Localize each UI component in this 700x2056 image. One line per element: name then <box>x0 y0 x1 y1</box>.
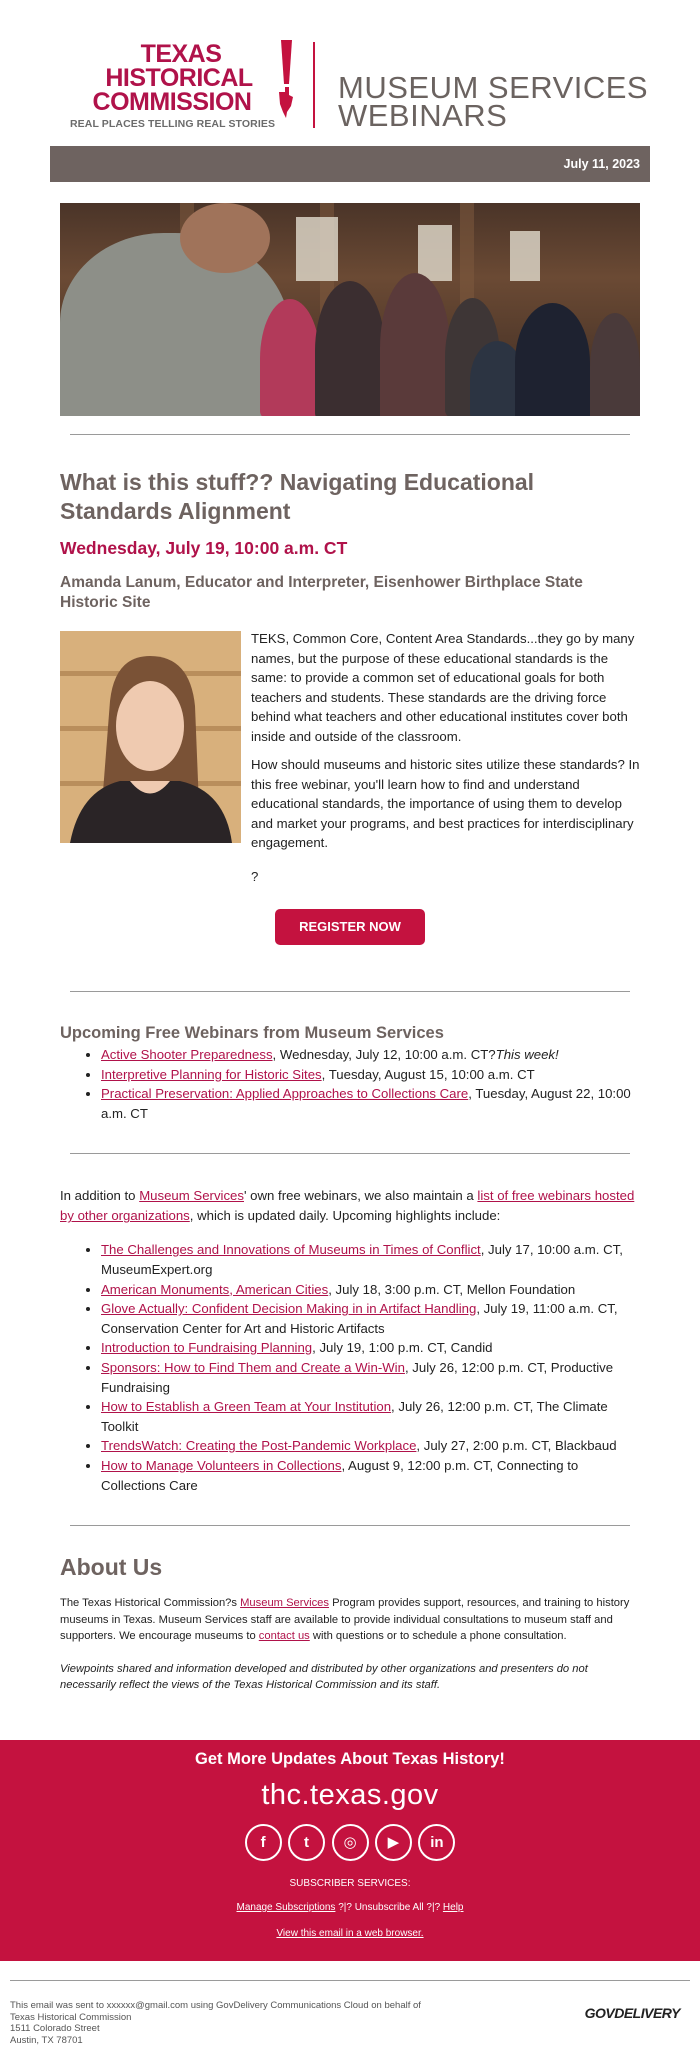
other-webinars-list <box>101 1240 640 1495</box>
list-item <box>101 1456 640 1495</box>
webinar-link[interactable]: Active Shooter Preparedness <box>101 1047 273 1062</box>
upcoming-heading: Upcoming Free Webinars from Museum Services <box>60 1024 444 1042</box>
intro-text: , which is updated daily. Upcoming highlights include: <box>189 1208 501 1224</box>
webinar-details: , July 19, 11:00 a.m. CT, Conservation Center for Art and Historic Artifacts <box>101 1301 618 1336</box>
sender-line: Austin, TX 78701 <box>10 2034 83 2046</box>
register-now-button[interactable]: REGISTER NOW <box>275 909 425 945</box>
list-item <box>101 1358 640 1397</box>
webinar-details: , July 17, 10:00 a.m. CT, MuseumExpert.org <box>101 1242 623 1277</box>
intro-text: ' own free webinars, we also maintain a <box>244 1188 478 1204</box>
list-item <box>101 1240 640 1279</box>
about-text <box>60 1595 640 1645</box>
list-item <box>101 1065 640 1085</box>
webinar-link[interactable]: Interpretive Planning for Historic Sites <box>101 1066 322 1082</box>
webinar-description <box>60 629 640 905</box>
hero-photo <box>60 203 640 416</box>
email-header <box>50 0 650 146</box>
view-in-browser-link[interactable]: View this email in a web browser. <box>276 1928 424 1939</box>
webinar-details: , Tuesday, August 22, 10:00 a.m. CT <box>101 1086 631 1121</box>
disclaimer: Viewpoints shared and information developed and distributed by other organizations and presenters do not necessarily reflect the views of the Texas Historical Commission and its staff. <box>60 1662 588 1692</box>
other-webinars-intro <box>60 1186 640 1226</box>
unsubscribe-text[interactable]: ?|? Unsubscribe All ?|? <box>335 1902 443 1913</box>
webinar-details: , Tuesday, August 15, 10:00 a.m. CT <box>321 1066 535 1082</box>
list-item <box>101 1280 640 1300</box>
series-title <box>338 70 649 133</box>
upcoming-list <box>101 1045 640 1123</box>
web-version <box>0 1928 700 1939</box>
speaker-portrait <box>60 631 241 843</box>
webinar-link[interactable]: Sponsors: How to Find Them and Create a Win-Win <box>101 1359 405 1375</box>
webinar-details: , July 26, 12:00 p.m. CT, Productive Fundraising <box>101 1359 614 1395</box>
series-title-line-1: MUSEUM SERVICES <box>338 70 649 105</box>
list-item <box>101 1299 640 1338</box>
govdelivery-logo[interactable]: GOVDELIVERY <box>584 2005 680 2021</box>
logo-tagline: REAL PLACES TELLING REAL STORIES <box>70 118 276 130</box>
linkedin-icon[interactable]: in <box>418 1824 455 1861</box>
list-item <box>101 1084 640 1123</box>
about-text-part: with questions or to schedule a phone consultation. <box>309 1630 567 1643</box>
logo-line-2: HISTORICAL <box>105 64 253 92</box>
exclamation-texas-icon <box>279 40 293 118</box>
divider <box>70 991 630 992</box>
list-item <box>101 1338 640 1358</box>
webinar-speaker: Amanda Lanum, Educator and Interpreter, Eisenhower Birthplace State Historic Site <box>60 574 583 611</box>
about-heading: About Us <box>60 1554 163 1581</box>
webinar-title: What is this stuff?? Navigating Educational Standards Alignment <box>60 469 535 524</box>
divider <box>70 434 630 435</box>
webinar-details: , July 19, 1:00 p.m. CT, Candid <box>312 1340 493 1356</box>
date-bar <box>50 146 650 182</box>
header-divider <box>313 42 315 128</box>
list-item <box>101 1045 640 1065</box>
this-week-note: This week! <box>495 1047 559 1062</box>
museum-services-link[interactable]: Museum Services <box>139 1188 244 1204</box>
webinar-link[interactable]: How to Establish a Green Team at Your Institution <box>101 1399 392 1415</box>
webinar-details: , July 26, 12:00 p.m. CT, The Climate Toolkit <box>101 1399 608 1434</box>
youtube-icon[interactable]: ▶ <box>375 1824 412 1861</box>
contact-us-link[interactable]: contact us <box>258 1630 310 1643</box>
webinar-details: , Wednesday, July 12, 10:00 a.m. CT? <box>272 1047 496 1062</box>
intro-text: In addition to <box>60 1188 140 1204</box>
instagram-icon[interactable]: ◎ <box>332 1824 369 1861</box>
webinar-date: Wednesday, July 19, 10:00 a.m. CT <box>60 538 348 558</box>
thc-logo[interactable] <box>70 40 310 132</box>
facebook-icon[interactable]: f <box>245 1824 282 1861</box>
sender-line: This email was sent to xxxxxx@gmail.com using GovDelivery Communications Cloud on behalf of <box>10 2000 421 2011</box>
logo-line-3: COMMISSION <box>92 88 252 116</box>
webinar-details: , July 18, 3:00 p.m. CT, Mellon Foundation <box>328 1281 576 1297</box>
description-para-2: How should museums and historic sites utilize these standards? In this free webinar, you'll learn how to find and understand educational standards, the importance of using them to develop and market your programs, and best practices for interdisciplinary engagement. <box>251 757 640 851</box>
issue-date: July 11, 2023 <box>563 157 640 171</box>
logo-line-1: TEXAS <box>140 40 222 68</box>
webinar-link[interactable]: Practical Preservation: Applied Approaches to Collections Care <box>101 1086 469 1102</box>
webinar-link[interactable]: How to Manage Volunteers in Collections <box>101 1457 342 1473</box>
help-link[interactable]: Help <box>442 1902 464 1913</box>
webinar-link[interactable]: TrendsWatch: Creating the Post-Pandemic Workplace <box>101 1438 417 1454</box>
subscriber-services-label: SUBSCRIBER SERVICES: <box>289 1878 411 1889</box>
subscription-links <box>0 1902 700 1913</box>
webinar-details: , August 9, 12:00 p.m. CT, Connecting to Collections Care <box>101 1457 579 1493</box>
social-links <box>0 1824 700 1864</box>
description-para-1: TEKS, Common Core, Content Area Standards...they go by many names, but the purpose of these educational standards is the same: to provide a common set of educational goals for both teachers and students. These standards are the driving force behind what teachers and other educational institutes cover both inside and outside of the classroom. <box>251 631 635 744</box>
divider <box>70 1153 630 1154</box>
webinar-link[interactable]: Glove Actually: Confident Decision Making in in Artifact Handling <box>101 1301 477 1317</box>
webinar-details: , July 27, 2:00 p.m. CT, Blackbaud <box>416 1438 617 1454</box>
free-webinars-list-link[interactable]: list of free webinars hosted by other organizations <box>60 1188 635 1224</box>
about-text-part: The Texas Historical Commission?s <box>60 1597 241 1610</box>
museum-services-link[interactable]: Museum Services <box>240 1597 329 1610</box>
twitter-icon[interactable]: t <box>288 1824 325 1861</box>
site-link[interactable]: thc.texas.gov <box>261 1779 439 1811</box>
stray-char: ? <box>251 869 259 884</box>
series-title-line-2: WEBINARS <box>338 98 508 133</box>
sender-line: 1511 Colorado Street <box>10 2023 100 2034</box>
webinar-link[interactable]: Introduction to Fundraising Planning <box>101 1340 313 1356</box>
footer-heading: Get More Updates About Texas History! <box>195 1750 505 1768</box>
footer-banner <box>0 1740 700 1961</box>
divider <box>70 1525 630 1526</box>
sender-address <box>10 2000 470 2046</box>
webinar-link[interactable]: American Monuments, American Cities <box>101 1281 329 1297</box>
webinar-link[interactable]: The Challenges and Innovations of Museums in Times of Conflict <box>101 1242 481 1258</box>
manage-subscriptions-link[interactable]: Manage Subscriptions <box>236 1902 336 1913</box>
sender-line: Texas Historical Commission <box>10 2011 132 2023</box>
about-text-part: Program provides support, resources, and training to history museums in Texas. Museum Services staff are available to provide individual consultations to museum staff and supporters. We encourage museums to <box>60 1597 630 1643</box>
sender-info <box>10 1980 690 2046</box>
list-item <box>101 1397 640 1436</box>
list-item <box>101 1436 640 1456</box>
